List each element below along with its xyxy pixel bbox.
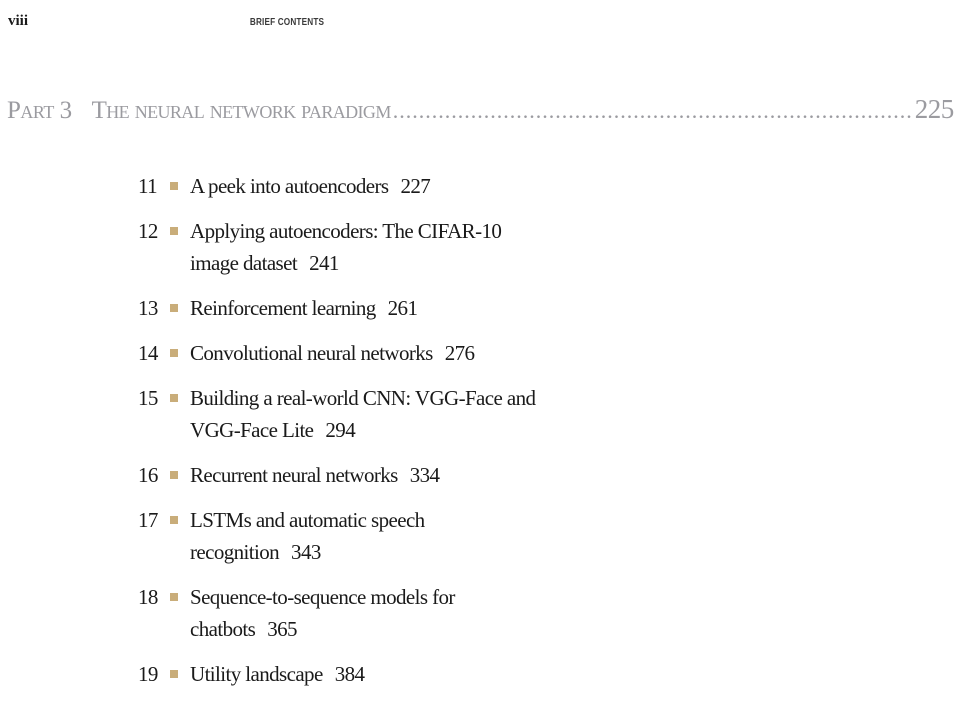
chapter-title-block bbox=[190, 215, 510, 279]
chapter-number: 13 bbox=[138, 296, 158, 320]
chapter-title-block bbox=[190, 292, 550, 324]
chapter-page-number: 241 bbox=[309, 251, 339, 275]
chapter-title: Convolutional neural networks bbox=[190, 341, 433, 365]
square-bullet-icon bbox=[170, 182, 178, 190]
chapter-title-block bbox=[190, 581, 550, 645]
chapter-number: 12 bbox=[138, 219, 158, 243]
running-head: BRIEF CONTENTS bbox=[249, 17, 325, 28]
square-bullet-icon bbox=[170, 394, 178, 402]
square-bullet-icon bbox=[170, 593, 178, 601]
chapter-page-number: 365 bbox=[267, 617, 297, 641]
square-bullet-icon bbox=[170, 349, 178, 357]
chapter-entry[interactable] bbox=[138, 581, 558, 645]
chapter-entry[interactable] bbox=[138, 215, 558, 279]
chapter-title-block bbox=[190, 504, 550, 568]
chapter-entry[interactable] bbox=[138, 292, 558, 324]
square-bullet-icon bbox=[170, 304, 178, 312]
square-bullet-icon bbox=[170, 516, 178, 524]
chapter-page-number: 227 bbox=[400, 174, 431, 198]
chapter-title-block bbox=[190, 459, 550, 491]
chapter-list bbox=[138, 170, 558, 690]
chapter-page-number: 261 bbox=[387, 296, 418, 320]
chapter-number: 15 bbox=[138, 386, 158, 410]
part-dot-leader: ................................................................................ bbox=[392, 98, 913, 123]
chapter-entry[interactable] bbox=[138, 337, 558, 369]
chapter-title: Building a real-world CNN: VGG-Face and VGG-Face Lite bbox=[190, 386, 536, 442]
chapter-title-block bbox=[190, 658, 550, 690]
chapter-number: 14 bbox=[138, 341, 158, 365]
chapter-page-number: 294 bbox=[325, 418, 356, 442]
chapter-page-number: 343 bbox=[291, 540, 321, 564]
chapter-number: 18 bbox=[138, 585, 158, 609]
chapter-title: LSTMs and automatic speech recognition bbox=[190, 508, 425, 564]
part-title: The neural network paradigm bbox=[91, 97, 391, 124]
chapter-title: Applying autoencoders: The CIFAR-10 image dataset bbox=[190, 219, 502, 275]
square-bullet-icon bbox=[170, 227, 178, 235]
chapter-page-number: 384 bbox=[334, 662, 365, 686]
square-bullet-icon bbox=[170, 670, 178, 678]
square-bullet-icon bbox=[170, 471, 178, 479]
chapter-entry[interactable] bbox=[138, 459, 558, 491]
chapter-title: Recurrent neural networks bbox=[190, 463, 398, 487]
chapter-entry[interactable] bbox=[138, 382, 558, 446]
chapter-title-block bbox=[190, 337, 550, 369]
chapter-entry[interactable] bbox=[138, 504, 558, 568]
chapter-page-number: 334 bbox=[409, 463, 440, 487]
chapter-title: Utility landscape bbox=[190, 662, 323, 686]
chapter-number: 19 bbox=[138, 662, 158, 686]
chapter-title-block bbox=[190, 170, 550, 202]
chapter-page-number: 276 bbox=[444, 341, 475, 365]
chapter-title: Reinforcement learning bbox=[190, 296, 376, 320]
chapter-number: 16 bbox=[138, 463, 158, 487]
chapter-number: 11 bbox=[138, 174, 158, 198]
chapter-title-block bbox=[190, 382, 558, 446]
part-page-number: 225 bbox=[914, 94, 954, 124]
chapter-entry[interactable] bbox=[138, 658, 558, 690]
part-label: Part 3 bbox=[7, 97, 72, 124]
chapter-title: Sequence-to-sequence models for chatbots bbox=[190, 585, 455, 641]
chapter-number: 17 bbox=[138, 508, 158, 532]
part-heading bbox=[7, 94, 954, 125]
chapter-entry[interactable] bbox=[138, 170, 558, 202]
page-number: viii bbox=[8, 13, 29, 29]
chapter-title: A peek into autoencoders bbox=[190, 174, 389, 198]
